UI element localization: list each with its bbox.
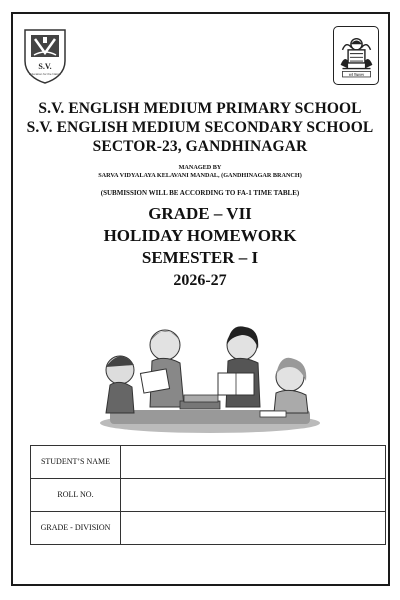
grade-division-field[interactable]	[121, 512, 386, 545]
grade-title: GRADE – VII	[148, 204, 252, 223]
school-name-primary: S.V. ENGLISH MEDIUM PRIMARY SCHOOL	[38, 100, 362, 117]
mandal-emblem-logo	[333, 26, 379, 85]
svg-text:S.V.: S.V.	[38, 62, 52, 71]
student-info-table	[30, 445, 386, 545]
managed-by-block	[0, 164, 400, 180]
table-row	[31, 512, 386, 545]
school-address: SECTOR-23, GANDHINAGAR	[92, 138, 308, 155]
semester-title: SEMESTER – I	[141, 248, 259, 267]
table-row	[31, 479, 386, 512]
roll-no-label: ROLL NO.	[31, 479, 121, 512]
sv-school-logo	[21, 27, 69, 85]
school-name-block	[0, 99, 400, 156]
academic-year: 2026-27	[173, 272, 227, 289]
svg-text:सर्व विद्यालय: सर्व विद्यालय	[348, 73, 364, 78]
homework-title: HOLIDAY HOMEWORK	[103, 226, 297, 245]
students-name-label: STUDENT’S NAME	[31, 446, 121, 479]
children-studying-illustration	[80, 315, 330, 435]
grade-division-label: GRADE - DIVISION	[31, 512, 121, 545]
managed-by-name: SARVA VIDYALAYA KELAVANI MANDAL, (GANDHINAGAR BRANCH)	[98, 172, 302, 179]
svg-text:Education for the Nation: Education for the Nation	[28, 72, 62, 76]
school-name-secondary: S.V. ENGLISH MEDIUM SECONDARY SCHOOL	[26, 119, 374, 136]
managed-by-label: MANAGED BY	[178, 164, 222, 171]
students-name-field[interactable]	[121, 446, 386, 479]
roll-no-field[interactable]	[121, 479, 386, 512]
table-row	[31, 446, 386, 479]
submission-note: (SUBMISSION WILL BE ACCORDING TO FA-1 TIME TABLE)	[100, 189, 300, 197]
